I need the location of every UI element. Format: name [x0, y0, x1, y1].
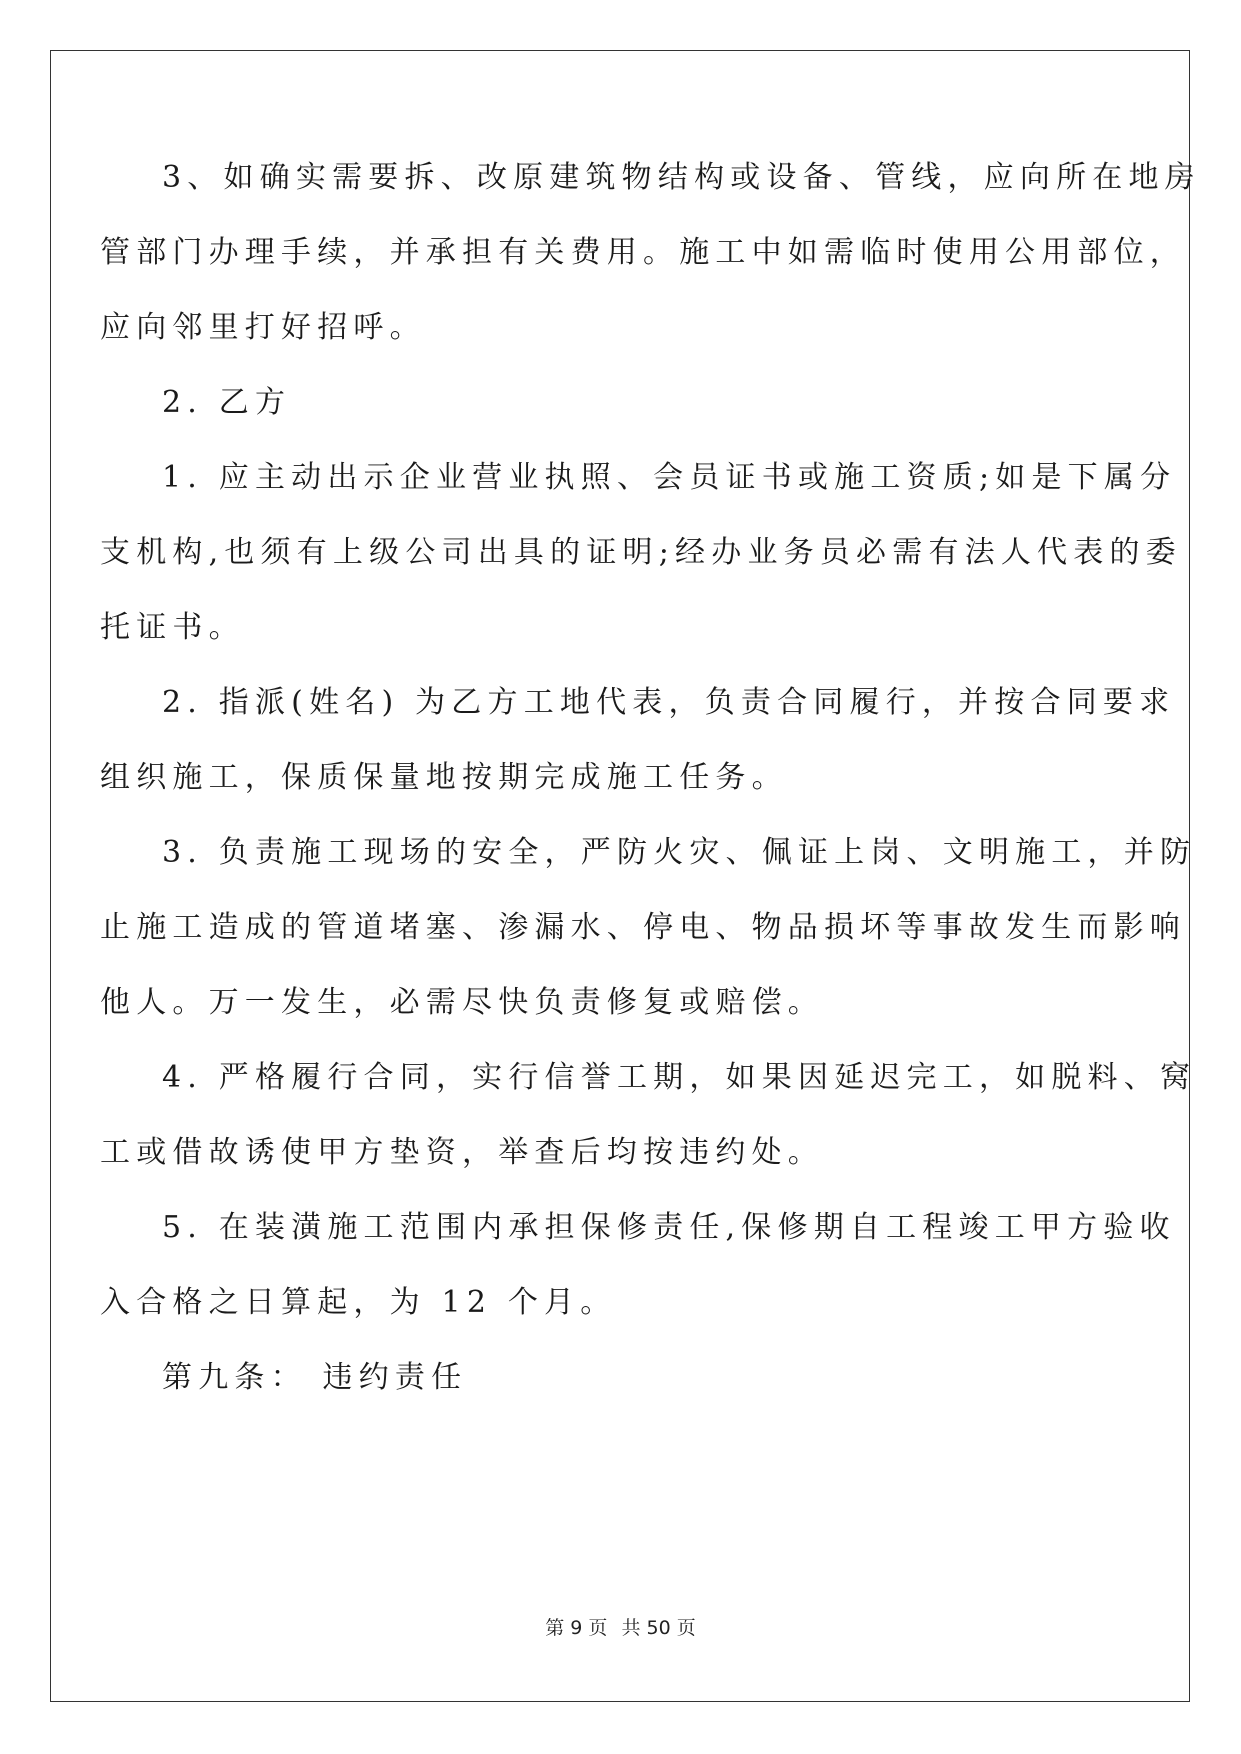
paragraph-line: 2. 指派(姓名) 为乙方工地代表，负责合同履行，并按合同要求: [162, 685, 1176, 720]
page-total: 共 50 页: [621, 1617, 696, 1639]
paragraph-line: 应向邻里打好招呼。: [100, 310, 426, 345]
paragraph-line: 管部门办理手续，并承担有关费用。施工中如需临时使用公用部位，: [100, 235, 1186, 270]
paragraph-line: 组织施工，保质保量地按期完成施工任务。: [100, 760, 788, 795]
paragraph-line: 托证书。: [100, 610, 245, 645]
page-border: [50, 50, 1190, 1702]
article-heading: 第九条： 违约责任: [162, 1360, 468, 1395]
paragraph-line: 支机构,也须有上级公司出具的证明;经办业务员必需有法人代表的委: [100, 535, 1182, 570]
paragraph-line: 1. 应主动出示企业营业执照、会员证书或施工资质;如是下属分: [162, 460, 1177, 495]
paragraph-line: 5. 在装潢施工范围内承担保修责任,保修期自工程竣工甲方验收: [162, 1210, 1176, 1245]
paragraph-line: 4. 严格履行合同，实行信誉工期，如果因延迟完工，如脱料、窝: [162, 1060, 1197, 1095]
paragraph-line: 他人。万一发生，必需尽快负责修复或赔偿。: [100, 985, 824, 1020]
paragraph-line: 止施工造成的管道堵塞、渗漏水、停电、物品损坏等事故发生而影响: [100, 910, 1186, 945]
page-footer: [0, 1613, 1241, 1640]
paragraph-line: 3. 负责施工现场的安全，严防火灾、佩证上岗、文明施工，并防: [162, 835, 1197, 870]
page-number: 第 9 页: [545, 1617, 608, 1639]
paragraph-line: 3、如确实需要拆、改原建筑物结构或设备、管线，应向所在地房: [162, 160, 1201, 195]
paragraph-line: 工或借故诱使甲方垫资，举查后均按违约处。: [100, 1135, 824, 1170]
section-heading: 2. 乙方: [162, 385, 292, 420]
paragraph-line: 入合格之日算起，为 12 个月。: [100, 1285, 617, 1320]
